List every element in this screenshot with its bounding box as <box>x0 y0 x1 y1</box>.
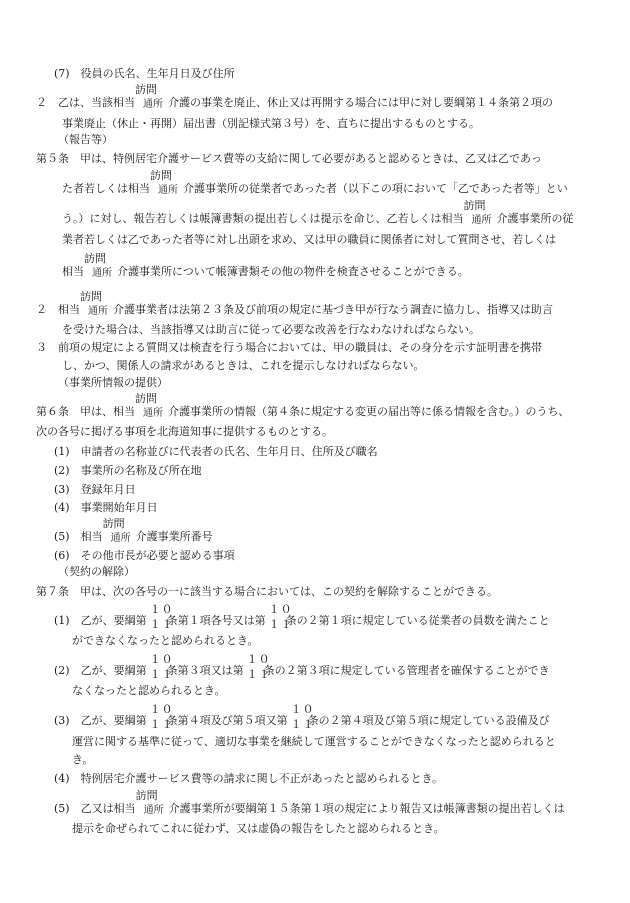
art5-para2-line2: を受けた場合は、当該指導又は助言に従って必要な改善を行なわなければならない。 <box>62 323 480 336</box>
art7-intro: 第７条 甲は、次の各号の一に該当する場合においては、この契約を解除することができる。 <box>36 585 498 598</box>
art5-para3-line1: ３ 前項の規定による質問又は検査を行う場合においては、甲の職員は、その身分を示す証明書を携帯 <box>36 341 542 354</box>
art5-line5: 相当 訪問 通所 介護事業所について帳簿書類その他の物件を検査させることができる。 <box>62 252 469 279</box>
art5-para3-line2: し、かつ、関係人の請求があるときは、これを提示しなければならない。 <box>62 359 425 372</box>
article-ref-10-11: １０ １１ <box>149 603 174 631</box>
service-type-stack: 訪問 通所 <box>463 199 492 226</box>
heading-termination: （契約の解除） <box>58 565 135 578</box>
art7-item3-line1: (3) 乙が、要綱第 １０ １１ 条第４項及び第５項又第 １０ １１ 条の２第４項及び第５項に規定している設備及び <box>54 703 550 731</box>
art5-para2-line1: ２ 相当 訪問 通所 介護事業者は法第２３条及び前項の規定に基づき甲が行なう調査に協力し、指導又は助言 <box>36 290 553 317</box>
art4-para2-line2: 事業廃止（休止・再開）届出書（別記様式第３号）を、直ちに提出するものとする。 <box>62 117 480 130</box>
service-type-stack: 訪問 通所 <box>80 290 108 317</box>
service-type-stack: 訪問 通所 <box>135 392 163 419</box>
article-ref-10-11: １０ １１ <box>149 653 174 681</box>
art6-item5: (5) 相当 訪問 通所 介護事業所番号 <box>54 517 213 544</box>
art7-item3-line3: き。 <box>72 753 94 766</box>
art7-item1-line2: ができなくなったと認められるとき。 <box>72 634 259 647</box>
art7-item2-line1: (2) 乙が、要綱第 １０ １１ 条第３項又は第 １０ １１ 条の２第３項に規定している管理者を確保することができ <box>54 653 550 681</box>
art6-item1: (1) 申請者の名称並びに代表者の氏名、生年月日、住所及び職名 <box>54 445 378 458</box>
service-type-stack: 訪問 通所 <box>84 252 112 279</box>
art6-item2: (2) 事業所の名称及び所在地 <box>54 464 202 477</box>
heading-info-provision: （事業所情報の提供） <box>58 376 168 389</box>
article-ref-10-11: １０ １１ <box>246 653 271 681</box>
service-type-stack: 訪問 通所 <box>150 169 178 196</box>
art6-line1: 第６条 甲は、相当 訪問 通所 介護事業所の情報（第４条に規定する変更の届出等に係る情報を含む。）のうち、 <box>36 392 570 419</box>
item-7-officers: (7) 役員の氏名、生年月日及び住所 <box>54 67 235 80</box>
art5-line3: う。）に対し、報告若しくは帳簿書類の提出若しくは提示を命じ、乙若しくは相当 訪問 通所 介護事業所の従 <box>62 199 574 226</box>
art7-item5-line2: 提示を命ぜられてこれに従わず、又は虚偽の報告をしたと認められるとき。 <box>72 822 445 835</box>
art7-item2-line2: なくなったと認められるとき。 <box>72 684 226 697</box>
art7-item1-line1: (1) 乙が、要綱第 １０ １１ 条第１項各号又は第 １０ １１ 条の２第１項に規定している従業者の員数を満たこと <box>54 603 550 631</box>
art4-para2-line1: ２ 乙は、当該相当 訪問 通所 介護の事業を廃止、休止又は再開する場合には甲に対し要綱第１４条第２項の <box>36 83 553 110</box>
art5-line4: 業者若しくは乙であった者等に対し出頭を求め、又は甲の職員に関係者に対して質問させ、若しくは <box>62 233 557 246</box>
article-ref-10-11: １０ １１ <box>268 603 293 631</box>
art6-line2: 次の各号に掲げる事項を北海道知事に提供するものとする。 <box>36 425 333 438</box>
service-type-stack: 訪問 通所 <box>135 789 164 816</box>
art6-item4: (4) 事業開始年月日 <box>54 501 158 514</box>
art5-line1: 第５条 甲は、特例居宅介護サービス費等の支給に関して必要があると認めるときは、乙又は乙であっ <box>36 152 542 165</box>
service-type-stack: 訪問 通所 <box>135 83 163 110</box>
service-type-stack: 訪問 通所 <box>102 517 131 544</box>
art6-item3: (3) 登録年月日 <box>54 483 136 496</box>
art6-item6: (6) その他市長が必要と認める事項 <box>54 549 235 562</box>
heading-report: （報告等） <box>58 133 113 146</box>
art7-item5-line1: (5) 乙又は相当 訪問 通所 介護事業所が要綱第１５条第１項の規定により報告又は帳簿書類の提出若しくは <box>54 789 565 816</box>
article-ref-10-11: １０ １１ <box>290 703 315 731</box>
article-ref-10-11: １０ １１ <box>149 703 174 731</box>
art5-line2: た者若しくは相当 訪問 通所 介護事業所の従業者であった者（以下この項において「乙であった者等」とい <box>62 169 568 196</box>
art7-item4: (4) 特例居宅介護サービス費等の請求に関し不正があったと認められるとき。 <box>54 772 444 785</box>
art7-item3-line2: 運営に関する基準に従って、適切な事業を継続して運営することができなくなったと認められると <box>72 735 556 748</box>
